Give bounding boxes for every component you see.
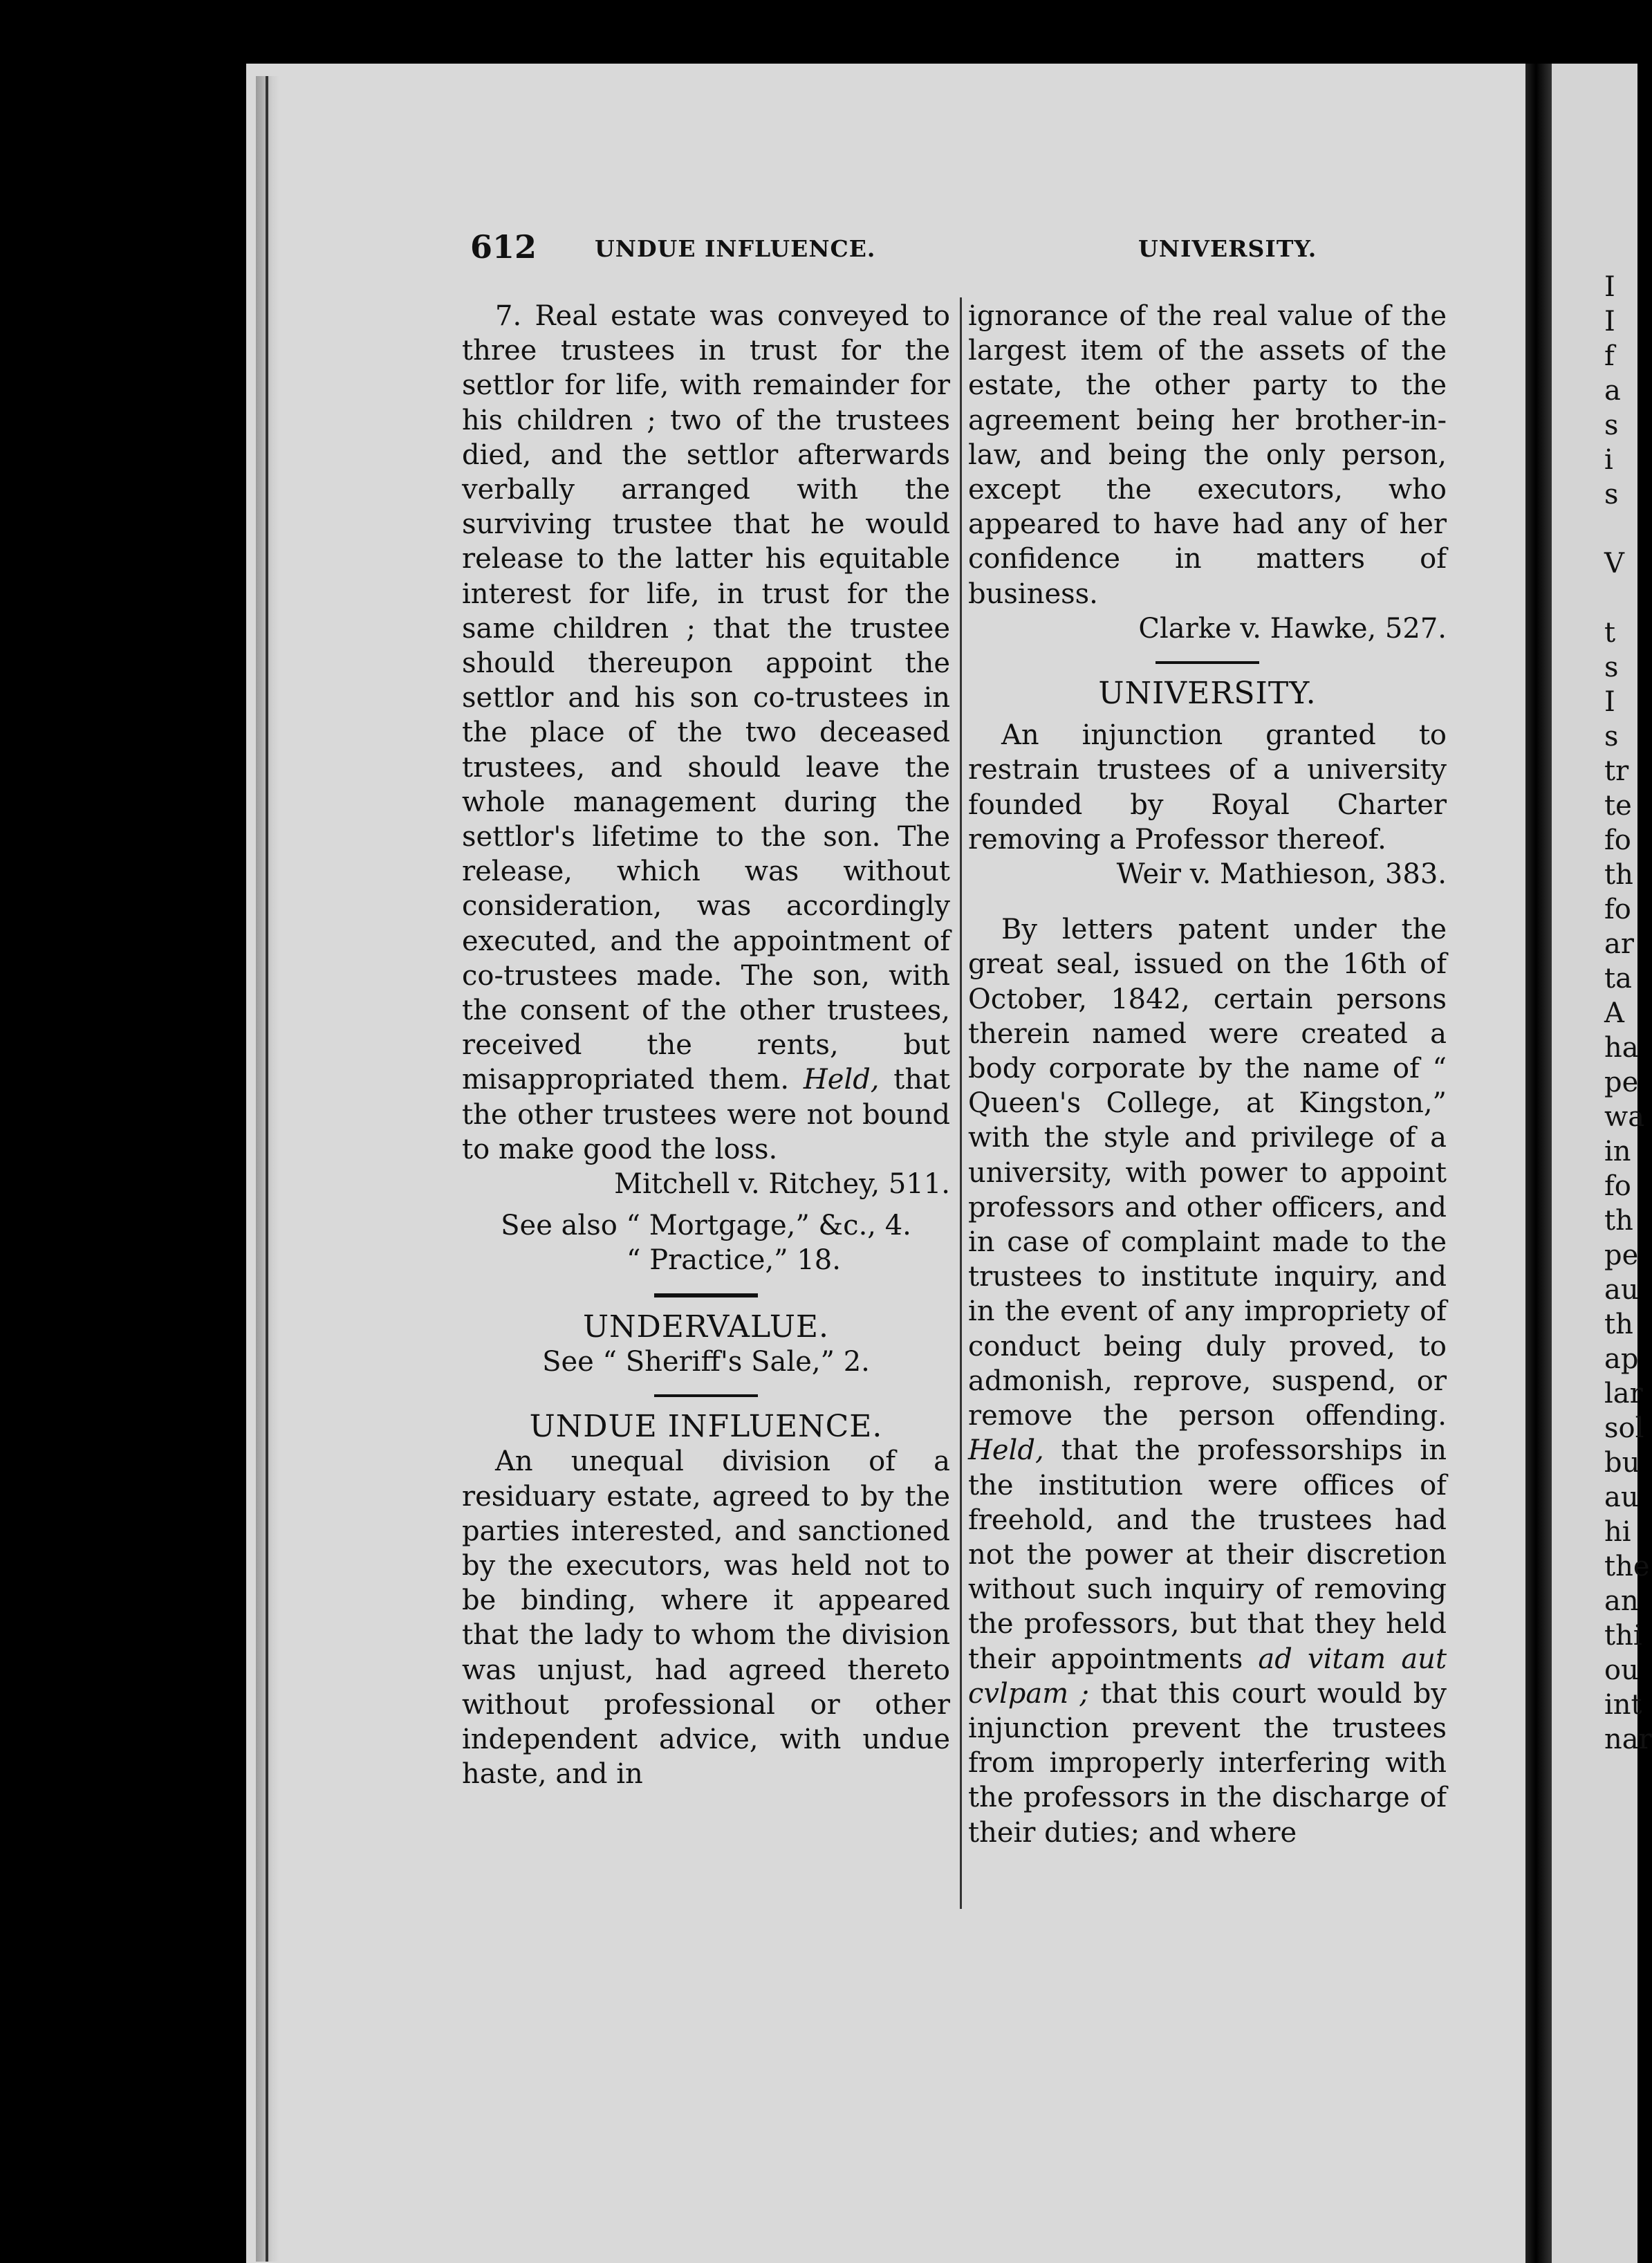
facing-page-fragment: s bbox=[1604, 479, 1619, 510]
facing-page-fragment: hi bbox=[1604, 1516, 1631, 1548]
citation-weir: Weir v. Mathieson, 383. bbox=[1116, 858, 1447, 891]
facing-page-fragment: ou bbox=[1604, 1654, 1639, 1686]
citation-clarke: Clarke v. Hawke, 527. bbox=[1138, 612, 1447, 645]
column-divider bbox=[960, 297, 962, 1909]
facing-page-fragment: te bbox=[1604, 790, 1632, 822]
facing-page-fragment: ar bbox=[1604, 928, 1634, 960]
facing-page-fragment: nar bbox=[1604, 1724, 1652, 1755]
facing-page-fragment: I bbox=[1604, 271, 1615, 303]
section-rule bbox=[654, 1293, 758, 1297]
facing-page-fragment: th bbox=[1604, 1205, 1633, 1237]
section-rule bbox=[1156, 661, 1259, 664]
facing-page-fragment: au bbox=[1604, 1481, 1639, 1513]
facing-page-fragment: in bbox=[1604, 1136, 1631, 1167]
facing-page-fragment: sol bbox=[1604, 1412, 1644, 1444]
facing-page-fragment: an bbox=[1604, 1585, 1639, 1617]
facing-page-fragment: t bbox=[1604, 617, 1616, 649]
facing-page-fragment: s bbox=[1604, 721, 1619, 752]
facing-page-fragment: ap bbox=[1604, 1343, 1639, 1375]
heading-undervalue: UNDERVALUE. bbox=[582, 1309, 830, 1345]
facing-page-text-fragments bbox=[1604, 270, 1652, 1757]
facing-page-fragment: fo bbox=[1604, 824, 1631, 856]
facing-page-fragment: th bbox=[1604, 859, 1633, 891]
facing-page-fragment: I bbox=[1604, 686, 1615, 718]
facing-page-fragment: f bbox=[1604, 340, 1615, 372]
facing-page-fragment: th bbox=[1604, 1309, 1633, 1340]
paragraph-7: 7. Real estate was conveyed to three trustees in trust for the settlor for life, with remainder for his children ; two of the trustees died, and the settlor afterwards verbally arranged with the surviving trustee that he would release to the latter his equitable interest for life, in trust for the same children ; that the trustee should thereupon appoint the settlor and his son co-trustees in the place of the two deceased trustees, and should leave the whole management during the settlor's lifetime to the son. The release, which was without consideration, was accordingly executed, and the appointment of co-trustees made. The son, with the consent of the other trustees, received the rents, but misappropriated them. Held, that the other trustees were not bound to make good the loss. bbox=[462, 300, 951, 1165]
facing-page-fragment: ha bbox=[1604, 1032, 1639, 1064]
see-also-mortgage: See also “ Mortgage,” &c., 4. bbox=[501, 1210, 911, 1242]
facing-page-fragment: tr bbox=[1604, 755, 1629, 787]
left-column bbox=[462, 299, 950, 1791]
facing-page-fragment: fo bbox=[1604, 894, 1631, 925]
held-label: Held, bbox=[803, 1064, 880, 1096]
facing-page-fragment: pe bbox=[1604, 1066, 1639, 1098]
running-head-left: UNDUE INFLUENCE. bbox=[595, 235, 876, 262]
facing-page-fragment: au bbox=[1604, 1274, 1639, 1306]
see-sheriffs-sale: See “ Sheriff's Sale,” 2. bbox=[542, 1345, 870, 1378]
facing-page-fragment: lar bbox=[1604, 1378, 1643, 1410]
facing-page-fragment: the bbox=[1604, 1551, 1650, 1582]
facing-page-fragment: fo bbox=[1604, 1170, 1631, 1202]
held-label: Held, bbox=[968, 1434, 1044, 1467]
heading-undue-influence: UNDUE INFLUENCE. bbox=[529, 1409, 883, 1445]
facing-page-fragment: bu bbox=[1604, 1447, 1640, 1479]
facing-page-fragment: a bbox=[1604, 375, 1621, 407]
undue-influence-paragraph: An unequal division of a residuary estate, agreed to by the parties interested, and sanctioned by the executors, was held not to be binding, where it appeared that the lady to whom the division was unjust, had agreed thereto without professional or other independent advice, with undue haste, and in bbox=[462, 1445, 950, 1791]
latin-phrase: ad vitam aut cvlpam ; bbox=[968, 1643, 1447, 1710]
facing-page-fragment: I bbox=[1604, 306, 1615, 338]
page-number: 612 bbox=[470, 228, 537, 266]
facing-page-fragment: ta bbox=[1604, 963, 1632, 995]
see-also-practice: “ Practice,” 18. bbox=[627, 1244, 841, 1277]
facing-page-fragment: s bbox=[1604, 652, 1619, 683]
facing-page-fragment: pe bbox=[1604, 1239, 1639, 1271]
facing-page-fragment: wa bbox=[1604, 1101, 1645, 1133]
citation-mitchell: Mitchell v. Ritchey, 511. bbox=[614, 1168, 950, 1201]
running-head bbox=[470, 228, 1452, 270]
right-column bbox=[968, 299, 1447, 1850]
section-rule bbox=[654, 1394, 758, 1397]
facing-page-fragment bbox=[1604, 581, 1637, 616]
facing-page-fragment: thi bbox=[1604, 1620, 1642, 1652]
facing-page-fragment bbox=[1604, 512, 1637, 546]
facing-page-fragment: int bbox=[1604, 1689, 1642, 1721]
running-head-right: UNIVERSITY. bbox=[1138, 235, 1317, 262]
heading-university: UNIVERSITY. bbox=[1098, 676, 1317, 712]
facing-page-fragment: A bbox=[1604, 997, 1624, 1029]
facing-page-fragment: s bbox=[1604, 409, 1619, 441]
continued-paragraph: ignorance of the real value of the largest item of the assets of the estate, the other party to the agreement being her brother-in-law, and being the only person, except the executors, who appeared to have had any of her confidence in matters of business. bbox=[968, 300, 1447, 610]
facing-page-fragment: V bbox=[1604, 548, 1624, 580]
page-left-edge bbox=[256, 76, 279, 2262]
facing-page-fragment: i bbox=[1604, 444, 1613, 476]
letters-patent-paragraph: By letters patent under the great seal, issued on the 16th of October, 1842, certain persons therein named were created a body corporate by the name of “ Queen's College, at Kingston,” with the style and privilege of a university, with power to appoint professors and other officers, and in case of complaint made to the trustees to institute inquiry, and in the event of any impropriety of conduct being duly proved, to admonish, reprove, suspend, or remove the person offending. Held, that the professorships in the institution were offices of freehold, and the trustees had not the power at their discretion without such inquiry of removing the professors, but that they held their appointments ad vitam aut cvlpam ; that this court would by injunction prevent the trustees from improperly interfering with the professors in the discharge of their duties; and where bbox=[968, 914, 1447, 1849]
injunction-paragraph: An injunction granted to restrain trustees of a university founded by Royal Charter removing a Professor thereof. bbox=[968, 719, 1447, 856]
page-gutter bbox=[1525, 64, 1552, 2263]
